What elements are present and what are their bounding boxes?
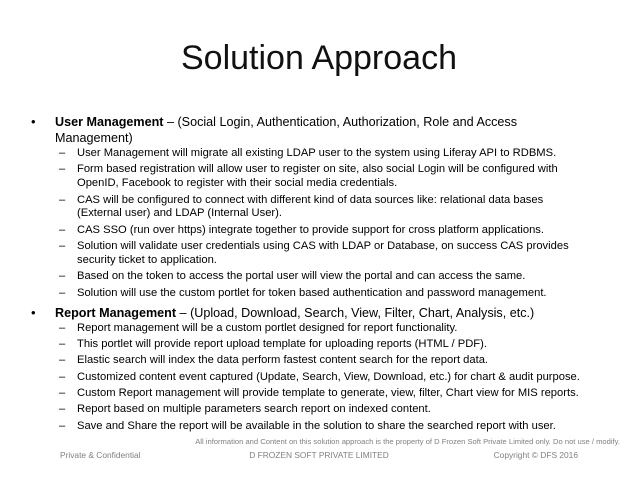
- footer-company: D FROZEN SOFT PRIVATE LIMITED: [249, 450, 389, 460]
- list-item: [59, 338, 590, 352]
- section-heading: User Management: [55, 115, 164, 129]
- dash-icon: –: [59, 193, 66, 206]
- dash-icon: –: [59, 223, 66, 236]
- list-item-text: CAS SSO (run over https) integrate together to provide support for cross platform applications.: [77, 223, 544, 236]
- list-item-text: Solution will validate user credentials using CAS with LDAP or Database, on success CAS provides security ticket to application.: [77, 240, 569, 266]
- list-item-text: Based on the token to access the portal user will view the portal and can access the same.: [77, 270, 526, 283]
- list-item: [59, 270, 590, 284]
- dash-icon: –: [59, 147, 66, 159]
- slide-content: [30, 110, 590, 436]
- list-item-text: Solution will use the custom portlet for token based authentication and password management.: [77, 286, 547, 299]
- list-item-text: Report management will be a custom portlet designed for report functionality.: [77, 321, 458, 334]
- list-item-text: User Management will migrate all existing LDAP user to the system using Liferay API to RDBMS.: [77, 147, 557, 159]
- section-report-management: [30, 305, 590, 321]
- list-item: [59, 403, 590, 417]
- list-item: [59, 371, 590, 385]
- section-user-management: [30, 114, 590, 146]
- dash-icon: –: [59, 337, 66, 350]
- footer-disclaimer: All information and Content on this solution approach is the property of D Frozen Soft Private Limited only. Do not use / modify.: [195, 437, 620, 446]
- section-heading: Report Management: [55, 305, 177, 320]
- bullet-icon: •: [31, 114, 36, 129]
- list-item-text: Report based on multiple parameters search report on indexed content.: [77, 403, 431, 416]
- list-item-text: CAS will be configured to connect with different kind of data sources like: relational data bases (External user) and LDAP (Internal User).: [77, 193, 544, 220]
- footer-confidential: Private & Confidential: [60, 450, 141, 460]
- list-item: [59, 240, 590, 268]
- dash-icon: –: [59, 354, 66, 367]
- footer-copyright: Copyright © DFS 2016: [493, 450, 578, 460]
- dash-icon: –: [59, 370, 66, 383]
- dash-icon: –: [59, 419, 66, 432]
- list-item: [59, 387, 590, 401]
- list-item-text: Elastic search will index the data perform fastest content search for the report data.: [77, 354, 489, 367]
- list-item-text: Customized content event captured (Update, Search, View, Download, etc.) for chart & audit purpose.: [77, 370, 580, 383]
- section-detail: – (Social Login, Authentication, Authorization, Role and Access Management): [55, 115, 518, 145]
- slide-title: Solution Approach: [181, 39, 457, 77]
- section-heading-line: [55, 305, 534, 321]
- dash-icon: –: [59, 286, 66, 299]
- dash-icon: –: [59, 240, 66, 253]
- list-item: [59, 163, 590, 191]
- section-heading-line: [55, 114, 590, 146]
- dash-icon: –: [59, 387, 66, 400]
- list-item: [59, 354, 590, 368]
- list-item-text: This portlet will provide report upload template for uploading reports (HTML / PDF).: [77, 337, 487, 350]
- list-item: [59, 322, 590, 336]
- dash-icon: –: [59, 403, 66, 416]
- dash-icon: –: [59, 321, 66, 334]
- list-item-text: Save and Share the report will be available in the solution to share the searched report with user.: [77, 419, 556, 432]
- list-item: [59, 147, 590, 161]
- list-item: [59, 224, 590, 238]
- list-item: [59, 194, 590, 222]
- dash-icon: –: [59, 163, 66, 176]
- list-item-text: Form based registration will allow user to register on site, also social Login will be configured with OpenID, Facebook to register with their social media credentials.: [77, 163, 558, 190]
- list-item: [59, 287, 590, 301]
- list-item: [59, 420, 590, 434]
- bullet-icon: •: [31, 304, 36, 320]
- list-item-text: Custom Report management will provide template to generate, view, filter, Chart view for MIS reports.: [77, 387, 579, 400]
- section-detail: – (Upload, Download, Search, View, Filter, Chart, Analysis, etc.): [176, 305, 535, 320]
- dash-icon: –: [59, 270, 66, 283]
